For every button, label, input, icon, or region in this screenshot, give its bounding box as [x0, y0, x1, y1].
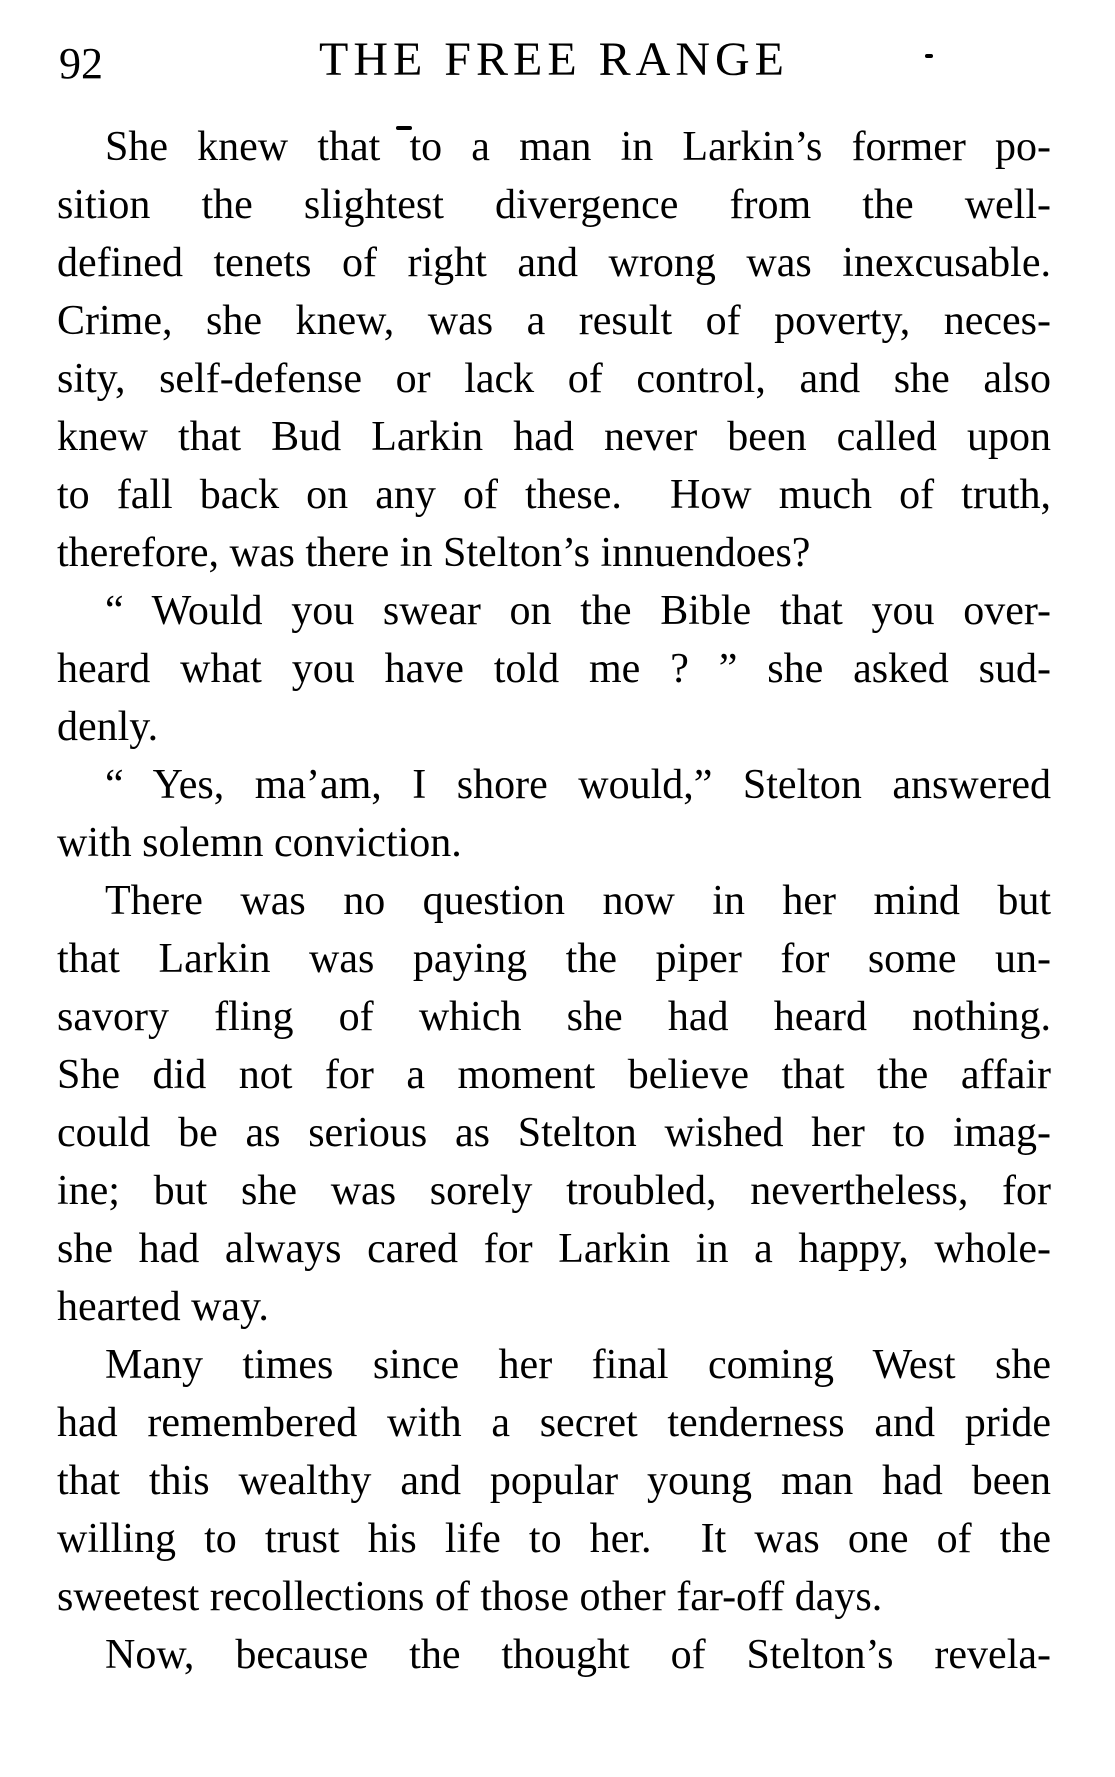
text-line: sweetest recollections of those other far-off days. [57, 1574, 883, 1620]
text-line: could be as serious as Stelton wished her to imag- [57, 1110, 1051, 1156]
text-line: sition the slightest divergence from the well- [57, 182, 1051, 228]
text-line: that Larkin was paying the piper for some un- [57, 936, 1051, 982]
text-line: She did not for a moment believe that the affair [57, 1052, 1051, 1098]
text-line: ine; but she was sorely troubled, nevertheless, for [57, 1168, 1051, 1214]
text-line: Many times since her final coming West she [105, 1342, 1051, 1388]
text-line: savory fling of which she had heard nothing. [57, 994, 1051, 1040]
text-line: defined tenets of right and wrong was inexcusable. [57, 240, 1051, 286]
text-line: willing to trust his life to her. It was one of the [57, 1516, 1051, 1562]
text-line: Crime, she knew, was a result of poverty, neces- [57, 298, 1051, 344]
text-line: denly. [57, 704, 159, 750]
text-line: had remembered with a secret tenderness and pride [57, 1400, 1051, 1446]
text-line: with solemn conviction. [57, 820, 462, 866]
page-body [57, 118, 1051, 1684]
text-line: heard what you have told me ? ” she asked sud- [57, 646, 1051, 692]
text-line: that this wealthy and popular young man had been [57, 1458, 1051, 1504]
ink-speck [925, 54, 933, 58]
text-line: “ Yes, ma’am, I shore would,” Stelton answered [105, 762, 1051, 808]
text-line: She knew that to a man in Larkin’s former po- [105, 124, 1051, 170]
text-line: Now, because the thought of Stelton’s revela- [105, 1632, 1051, 1678]
text-line: knew that Bud Larkin had never been called upon [57, 414, 1051, 460]
text-line: There was no question now in her mind but [105, 878, 1051, 924]
page-header [57, 34, 1051, 96]
text-line: sity, self-defense or lack of control, and she also [57, 356, 1051, 402]
text-line: hearted way. [57, 1284, 269, 1330]
text-line: she had always cared for Larkin in a happy, whole- [57, 1226, 1051, 1272]
text-line: to fall back on any of these. How much of truth, [57, 472, 1051, 518]
running-title: THE FREE RANGE [319, 33, 789, 86]
text-line: therefore, was there in Stelton’s innuendoes? [57, 530, 811, 576]
page-number: 92 [59, 39, 103, 88]
text-line: “ Would you swear on the Bible that you over- [105, 588, 1051, 634]
